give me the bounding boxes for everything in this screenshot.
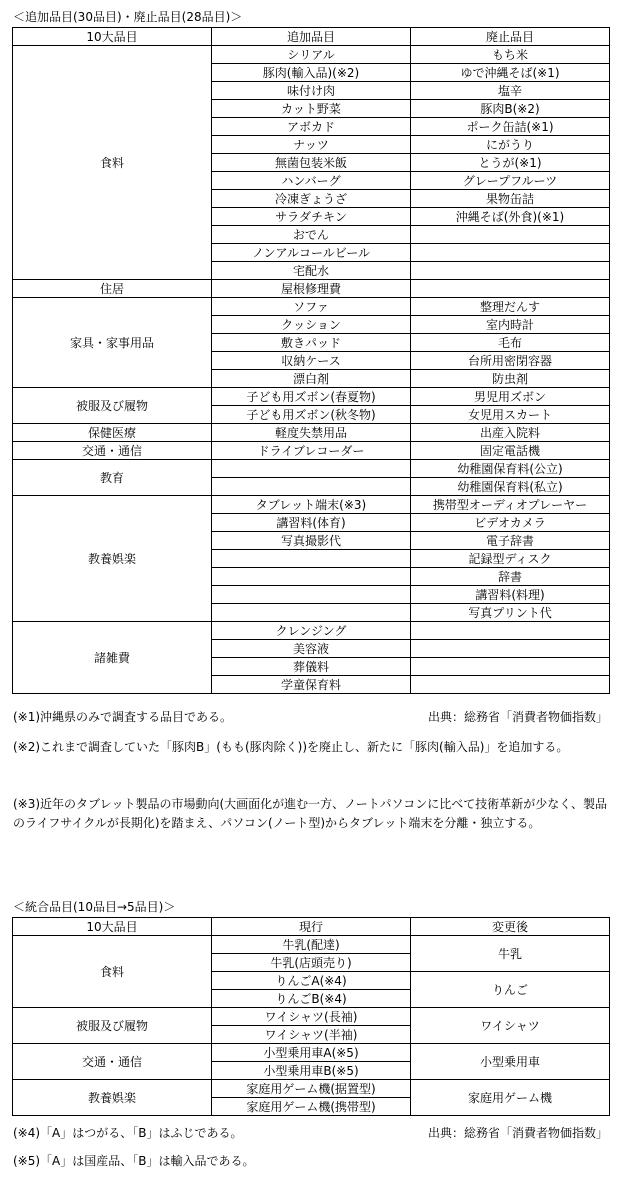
removed-item-cell: 写真プリント代 bbox=[411, 604, 610, 622]
removed-item-cell: 記録型ディスク bbox=[411, 550, 610, 568]
category-cell: 保健医療 bbox=[13, 424, 212, 442]
removed-item-cell: 幼稚園保育料(公立) bbox=[411, 460, 610, 478]
category-cell: 交通・通信 bbox=[13, 442, 212, 460]
section1-title: ＜追加品目(30品目)・廃止品目(28品目)＞ bbox=[13, 10, 243, 24]
header-category: 10大品目 bbox=[13, 28, 212, 46]
merged-items-table bbox=[12, 917, 610, 1116]
current-item-cell: 小型乗用車A(※5) bbox=[212, 1044, 411, 1062]
added-item-cell: 収納ケース bbox=[212, 352, 411, 370]
removed-item-cell: グレープフルーツ bbox=[411, 172, 610, 190]
removed-item-cell: 室内時計 bbox=[411, 316, 610, 334]
current-item-cell: 牛乳(配達) bbox=[212, 936, 411, 954]
added-item-cell: ドライブレコーダー bbox=[212, 442, 411, 460]
current-item-cell: 家庭用ゲーム機(据置型) bbox=[212, 1080, 411, 1098]
category-cell: 家具・家事用品 bbox=[13, 298, 212, 388]
removed-item-cell bbox=[411, 658, 610, 676]
category-cell: 教育 bbox=[13, 460, 212, 496]
header-added: 追加品目 bbox=[212, 28, 411, 46]
added-item-cell: クレンジング bbox=[212, 622, 411, 640]
section2-title: ＜統合品目(10品目→5品目)＞ bbox=[13, 900, 176, 914]
added-item-cell: クッション bbox=[212, 316, 411, 334]
table-row bbox=[13, 622, 610, 640]
added-item-cell bbox=[212, 604, 411, 622]
added-item-cell: 漂白剤 bbox=[212, 370, 411, 388]
current-item-cell: ワイシャツ(長袖) bbox=[212, 1008, 411, 1026]
header-row bbox=[13, 918, 610, 936]
removed-item-cell: とうが(※1) bbox=[411, 154, 610, 172]
added-removed-items-table bbox=[12, 27, 610, 694]
header-removed: 廃止品目 bbox=[411, 28, 610, 46]
removed-item-cell: 毛布 bbox=[411, 334, 610, 352]
table-row bbox=[13, 46, 610, 64]
removed-item-cell: 携帯型オーディオプレーヤー bbox=[411, 496, 610, 514]
added-item-cell: サラダチキン bbox=[212, 208, 411, 226]
removed-item-cell: にがうり bbox=[411, 136, 610, 154]
merged-item-cell: 小型乗用車 bbox=[411, 1044, 610, 1080]
merged-item-cell: 家庭用ゲーム機 bbox=[411, 1080, 610, 1116]
removed-item-cell bbox=[411, 640, 610, 658]
table-row bbox=[13, 1008, 610, 1026]
added-item-cell: 葬儀料 bbox=[212, 658, 411, 676]
merged-item-cell: りんご bbox=[411, 972, 610, 1008]
removed-item-cell: もち米 bbox=[411, 46, 610, 64]
category-cell: 食料 bbox=[13, 936, 212, 1008]
added-item-cell: カット野菜 bbox=[212, 100, 411, 118]
added-item-cell: アボカド bbox=[212, 118, 411, 136]
footnote-4: (※4)「A」はつがる、「B」はふじである。 bbox=[13, 1126, 243, 1140]
removed-item-cell: 防虫剤 bbox=[411, 370, 610, 388]
added-item-cell: ノンアルコールビール bbox=[212, 244, 411, 262]
current-item-cell: りんごB(※4) bbox=[212, 990, 411, 1008]
removed-item-cell: ビデオカメラ bbox=[411, 514, 610, 532]
header-row bbox=[13, 28, 610, 46]
added-item-cell: 美容液 bbox=[212, 640, 411, 658]
added-item-cell bbox=[212, 460, 411, 478]
category-cell: 被服及び履物 bbox=[13, 1008, 212, 1044]
added-item-cell: 軽度失禁用品 bbox=[212, 424, 411, 442]
added-item-cell: おでん bbox=[212, 226, 411, 244]
current-item-cell: 家庭用ゲーム機(携帯型) bbox=[212, 1098, 411, 1116]
table-row bbox=[13, 1044, 610, 1062]
removed-item-cell: 電子辞書 bbox=[411, 532, 610, 550]
removed-item-cell: 女児用スカート bbox=[411, 406, 610, 424]
merged-item-cell: 牛乳 bbox=[411, 936, 610, 972]
current-item-cell: りんごA(※4) bbox=[212, 972, 411, 990]
footnote-1-line bbox=[13, 708, 613, 727]
footnote-5: (※5)「A」は国産品、「B」は輸入品である。 bbox=[13, 1154, 255, 1168]
removed-item-cell: ゆで沖縄そば(※1) bbox=[411, 64, 610, 82]
removed-item-cell: 男児用ズボン bbox=[411, 388, 610, 406]
table-row bbox=[13, 460, 610, 478]
added-item-cell: 写真撮影代 bbox=[212, 532, 411, 550]
added-item-cell: 子ども用ズボン(秋冬物) bbox=[212, 406, 411, 424]
removed-item-cell bbox=[411, 226, 610, 244]
removed-item-cell: 辞書 bbox=[411, 568, 610, 586]
source-citation: 出典：総務省「消費者物価指数」 bbox=[427, 1126, 608, 1140]
added-item-cell: シリアル bbox=[212, 46, 411, 64]
current-item-cell: ワイシャツ(半袖) bbox=[212, 1026, 411, 1044]
added-item-cell: 屋根修理費 bbox=[212, 280, 411, 298]
category-cell: 教養娯楽 bbox=[13, 1080, 212, 1116]
added-item-cell: 無菌包装米飯 bbox=[212, 154, 411, 172]
added-item-cell: ソファ bbox=[212, 298, 411, 316]
added-item-cell: 敷きパッド bbox=[212, 334, 411, 352]
removed-item-cell bbox=[411, 280, 610, 298]
removed-item-cell bbox=[411, 622, 610, 640]
removed-item-cell: 整理だんす bbox=[411, 298, 610, 316]
table-row bbox=[13, 496, 610, 514]
added-item-cell bbox=[212, 568, 411, 586]
header-current: 現行 bbox=[212, 918, 411, 936]
table-row bbox=[13, 936, 610, 954]
removed-item-cell: 固定電話機 bbox=[411, 442, 610, 460]
added-item-cell: ハンバーグ bbox=[212, 172, 411, 190]
removed-item-cell bbox=[411, 244, 610, 262]
added-item-cell: 冷凍ぎょうざ bbox=[212, 190, 411, 208]
category-cell: 住居 bbox=[13, 280, 212, 298]
removed-item-cell: 講習料(料理) bbox=[411, 586, 610, 604]
added-item-cell: ナッツ bbox=[212, 136, 411, 154]
removed-item-cell: 沖縄そば(外食)(※1) bbox=[411, 208, 610, 226]
added-item-cell: 豚肉(輸入品)(※2) bbox=[212, 64, 411, 82]
removed-item-cell bbox=[411, 262, 610, 280]
removed-item-cell bbox=[411, 676, 610, 694]
footnote-4-line bbox=[13, 1124, 613, 1143]
added-item-cell: 宅配水 bbox=[212, 262, 411, 280]
current-item-cell: 牛乳(店頭売り) bbox=[212, 954, 411, 972]
header-after: 変更後 bbox=[411, 918, 610, 936]
removed-item-cell: 幼稚園保育料(私立) bbox=[411, 478, 610, 496]
footnote-3: (※3)近年のタブレット製品の市場動向(大画面化が進む一方、ノートパソコンに比べて技術革新が少なく、製品のライフサイクルが長期化)を踏まえ、パソコン(ノート型)からタブレット端末を分離・独立する。 bbox=[13, 797, 608, 830]
table-row bbox=[13, 442, 610, 460]
category-cell: 諸雑費 bbox=[13, 622, 212, 694]
added-item-cell: 講習料(体育) bbox=[212, 514, 411, 532]
table-row bbox=[13, 280, 610, 298]
added-item-cell bbox=[212, 586, 411, 604]
current-item-cell: 小型乗用車B(※5) bbox=[212, 1062, 411, 1080]
table-row bbox=[13, 388, 610, 406]
merged-item-cell: ワイシャツ bbox=[411, 1008, 610, 1044]
added-item-cell: 子ども用ズボン(春夏物) bbox=[212, 388, 411, 406]
removed-item-cell: 台所用密閉容器 bbox=[411, 352, 610, 370]
footnote-1: (※1)沖縄県のみで調査する品目である。 bbox=[13, 710, 233, 724]
category-cell: 教養娯楽 bbox=[13, 496, 212, 622]
table-row bbox=[13, 298, 610, 316]
added-item-cell: 学童保育料 bbox=[212, 676, 411, 694]
removed-item-cell: 塩辛 bbox=[411, 82, 610, 100]
category-cell: 被服及び履物 bbox=[13, 388, 212, 424]
added-item-cell bbox=[212, 550, 411, 568]
added-item-cell: 味付け肉 bbox=[212, 82, 411, 100]
header-category: 10大品目 bbox=[13, 918, 212, 936]
removed-item-cell: 果物缶詰 bbox=[411, 190, 610, 208]
table-row bbox=[13, 424, 610, 442]
footnote-2: (※2)これまで調査していた「豚肉B」(もも(豚肉除く))を廃止し、新たに「豚肉(輸入品)」を追加する。 bbox=[13, 740, 569, 754]
removed-item-cell: ポーク缶詰(※1) bbox=[411, 118, 610, 136]
added-item-cell bbox=[212, 478, 411, 496]
source-citation: 出典：総務省「消費者物価指数」 bbox=[427, 710, 608, 724]
category-cell: 交通・通信 bbox=[13, 1044, 212, 1080]
table-row bbox=[13, 1080, 610, 1098]
category-cell: 食料 bbox=[13, 46, 212, 280]
removed-item-cell: 豚肉B(※2) bbox=[411, 100, 610, 118]
added-item-cell: タブレット端末(※3) bbox=[212, 496, 411, 514]
removed-item-cell: 出産入院料 bbox=[411, 424, 610, 442]
